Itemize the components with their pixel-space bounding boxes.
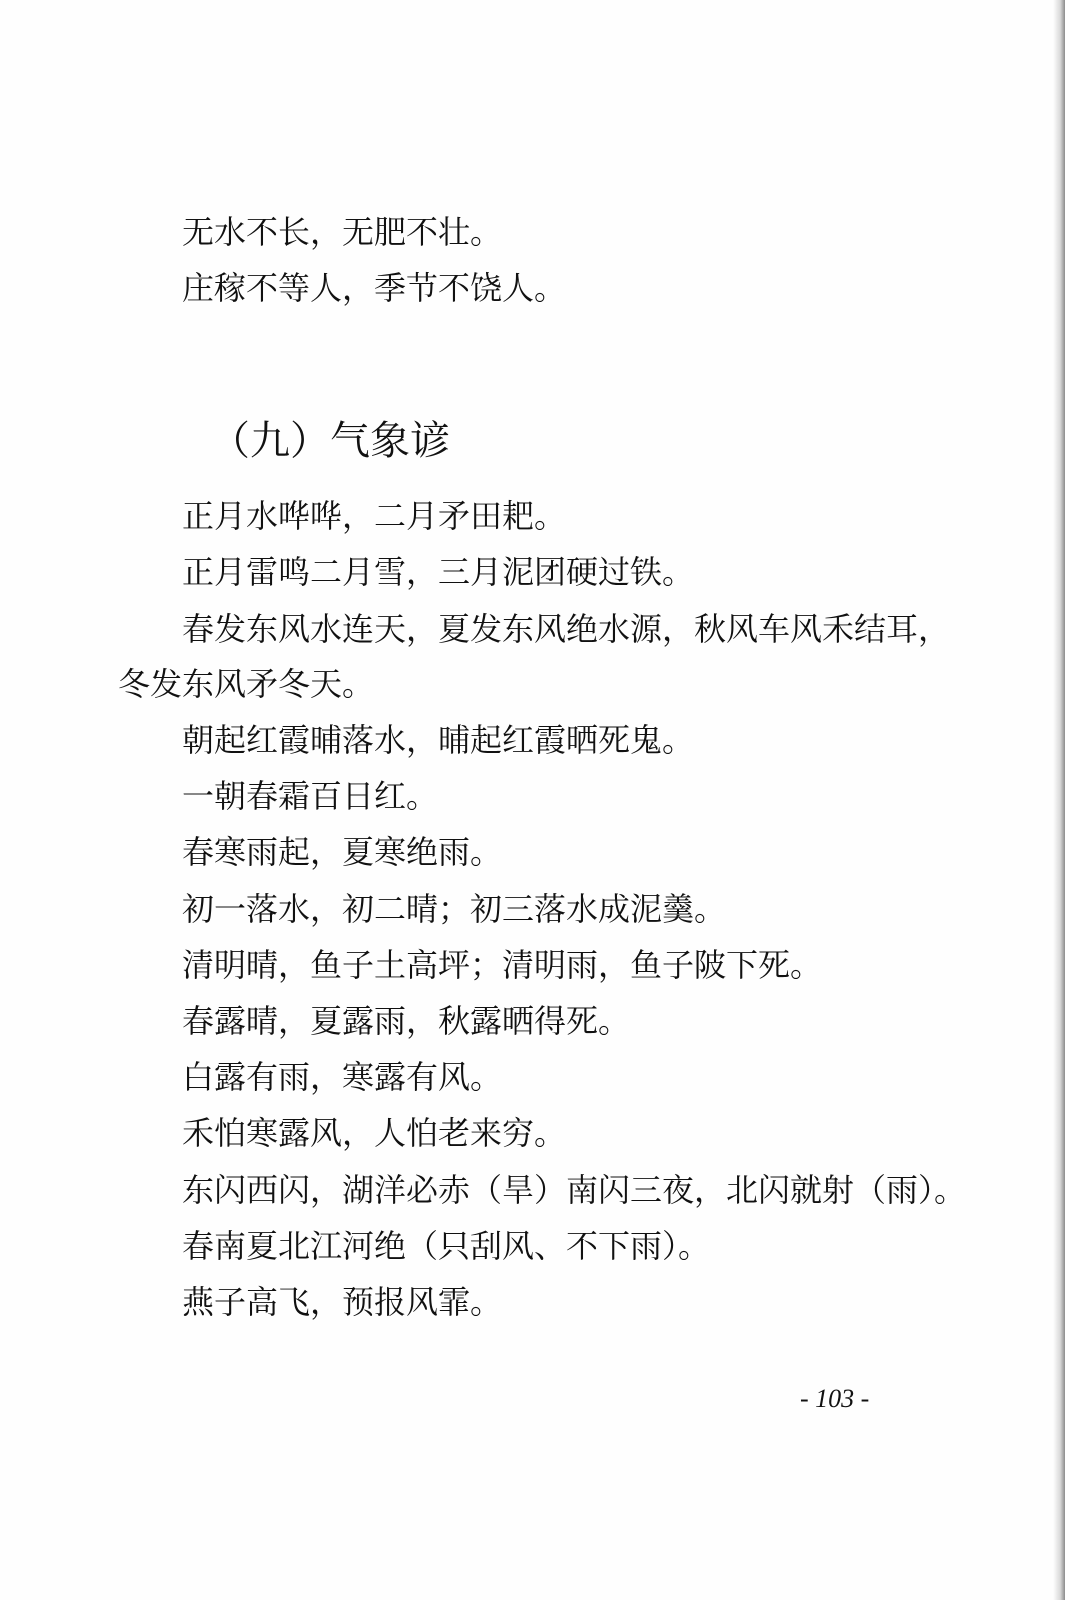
proverb-line: 燕子高飞，预报风霏。 bbox=[182, 1283, 503, 1321]
proverb-line: 清明晴，鱼子土高坪；清明雨，鱼子陂下死。 bbox=[182, 946, 823, 984]
proverb-line: 正月水哗哗，二月矛田耙。 bbox=[182, 497, 567, 535]
proverb-line: 正月雷鸣二月雪，三月泥团硬过铁。 bbox=[182, 553, 695, 591]
page-edge-shadow bbox=[1053, 0, 1065, 1600]
proverb-line: 一朝春霜百日红。 bbox=[182, 777, 439, 815]
proverb-line: 庄稼不等人，季节不饶人。 bbox=[182, 269, 567, 307]
proverb-line: 无水不长，无肥不壮。 bbox=[182, 213, 503, 251]
proverb-line: 白露有雨，寒露有风。 bbox=[182, 1058, 503, 1096]
proverb-line: 春寒雨起，夏寒绝雨。 bbox=[182, 833, 503, 871]
proverb-line: 初一落水，初二晴；初三落水成泥羹。 bbox=[182, 890, 727, 928]
proverb-line-continuation: 冬发东风矛冬天。 bbox=[118, 665, 375, 703]
proverb-line: 春南夏北江河绝（只刮风、不下雨）。 bbox=[182, 1227, 711, 1265]
proverb-line: 朝起红霞晡落水，晡起红霞晒死鬼。 bbox=[182, 721, 695, 759]
proverb-line: 东闪西闪，湖洋必赤（旱）南闪三夜，北闪就射（雨）。 bbox=[182, 1171, 967, 1209]
proverb-line: 春发东风水连天，夏发东风绝水源，秋风车风禾结耳， bbox=[182, 610, 951, 648]
proverb-line: 禾怕寒露风，人怕老来穷。 bbox=[182, 1114, 567, 1152]
section-heading: （九）气象谚 bbox=[210, 418, 450, 464]
page-number: - 103 - bbox=[800, 1384, 870, 1413]
proverb-line: 春露晴，夏露雨，秋露晒得死。 bbox=[182, 1002, 631, 1040]
